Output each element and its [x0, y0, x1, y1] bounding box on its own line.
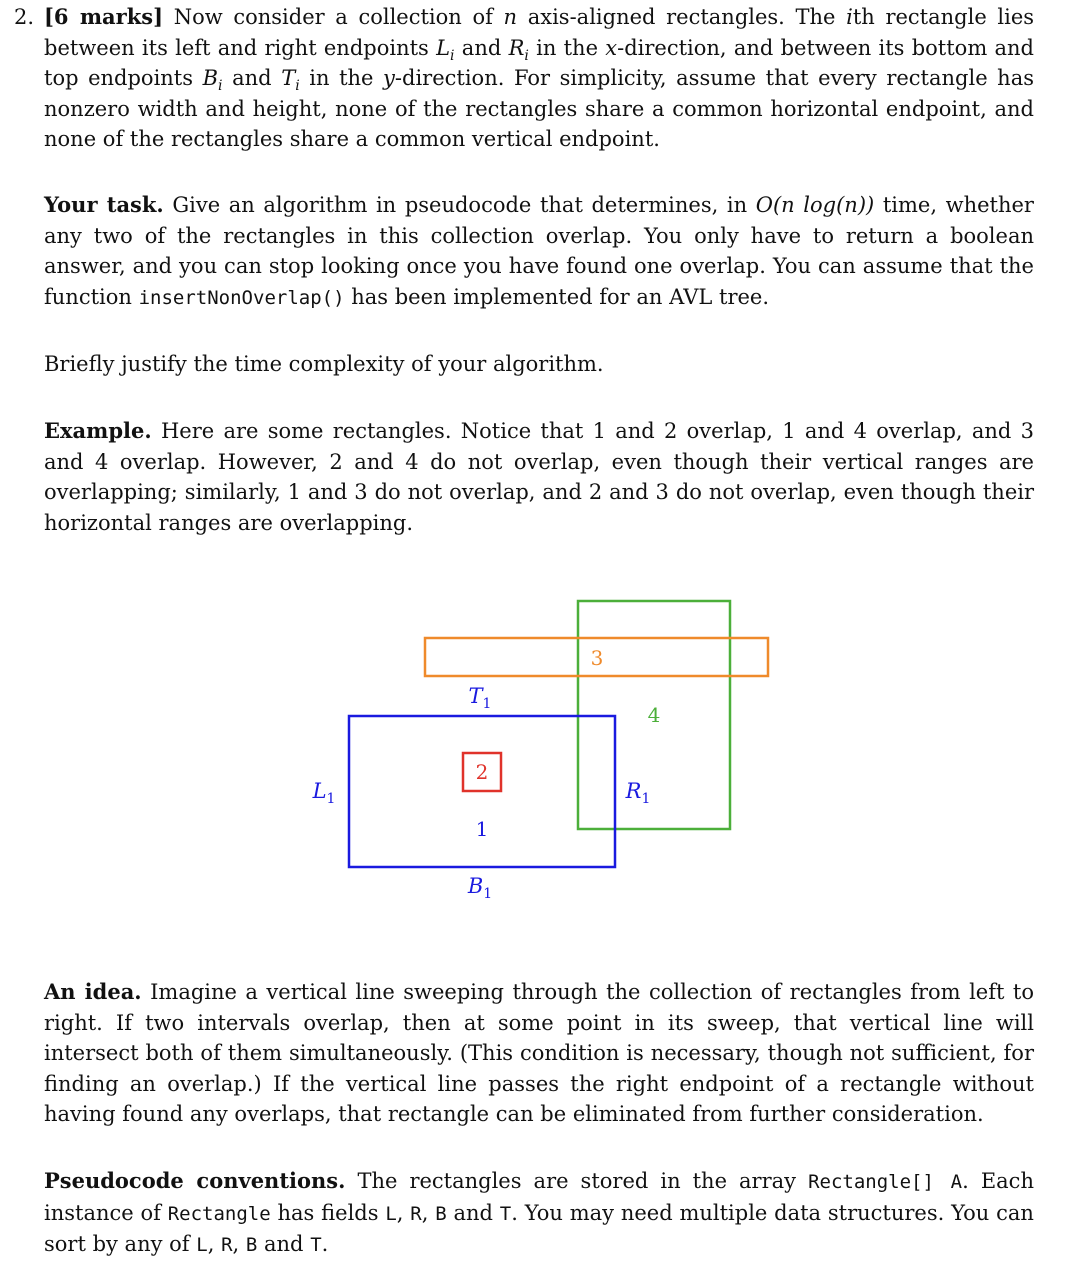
question-number: 2. — [14, 5, 35, 29]
rectangles-diagram — [0, 590, 1092, 910]
label-T1: $T_1$ — [468, 684, 492, 712]
idea-heading: An idea. — [44, 979, 142, 1004]
label-R1: $R_1$ — [625, 779, 651, 807]
justify-paragraph: Briefly justify the time complexity of your algorithm. — [44, 352, 604, 376]
example-paragraph: Example. Here are some rectangles. Notice that 1 and 2 overlap, 1 and 4 overlap, and 3 and 4 overlap. However, 2 and 4 do not overlap, even though their vertical ranges are overlapping; similarly, 1 and 3 do not overlap, and 2 and 3 do not overlap, even though their horizontal ranges are overlapping. — [44, 418, 1034, 535]
rectangle-4-label: 4 — [647, 703, 661, 727]
complexity-expression: O(n log(n)) — [755, 193, 875, 217]
rectangle-3-label: 3 — [590, 646, 604, 670]
task-paragraph: Your task. Give an algorithm in pseudocode that determines, in O(n log(n)) time, whether any two of the rectangles in this collection overlap. You only have to return a boolean answer, and you can stop looking once you have found one overlap. You can assume that the function insertNonOverlap() has been implemented for an AVL tree. — [44, 192, 1034, 309]
question-paragraph: 2. [6 marks] Now consider a collection of n axis-aligned rectangles. The ith rectangle lies between its left and right endpoints $L_i$ and $R_i$ in the x-direction, and between its bottom and top endpoints $B_i$ and $T_i$ in the y-direction. For simplicity, assume that every rectangle has nonzero width and height, none of the rectangles share a common horizontal endpoint, and none of the rectangles share a common vertical endpoint. — [14, 4, 1035, 151]
question-marks: [6 marks] — [44, 4, 164, 29]
rectangle-1-label: 1 — [475, 817, 489, 841]
rectangle-2-label: 2 — [475, 760, 489, 784]
task-heading: Your task. — [44, 192, 164, 217]
example-heading: Example. — [44, 418, 152, 443]
label-B1: $B_1$ — [467, 874, 493, 902]
conventions-paragraph: Pseudocode conventions. The rectangles are stored in the array Rectangle[] A. Each instance of Rectangle has fields L, R, B and T. You may need multiple data structures. You can sort by any of L, R, B and T. — [44, 1168, 1034, 1256]
idea-paragraph: An idea. Imagine a vertical line sweeping through the collection of rectangles from left to right. If two intervals overlap, then at some point in its sweep, that vertical line will intersect both of them simultaneously. (This condition is necessary, though not sufficient, for finding an overlap.) If the vertical line passes the right endpoint of a rectangle without having found any overlaps, that rectangle can be eliminated from further consideration. — [44, 979, 1034, 1126]
function-name: insertNonOverlap() — [138, 286, 345, 309]
conventions-heading: Pseudocode conventions. — [44, 1168, 346, 1193]
label-L1: $L_1$ — [312, 779, 336, 807]
rectangles-figure — [0, 590, 1092, 910]
